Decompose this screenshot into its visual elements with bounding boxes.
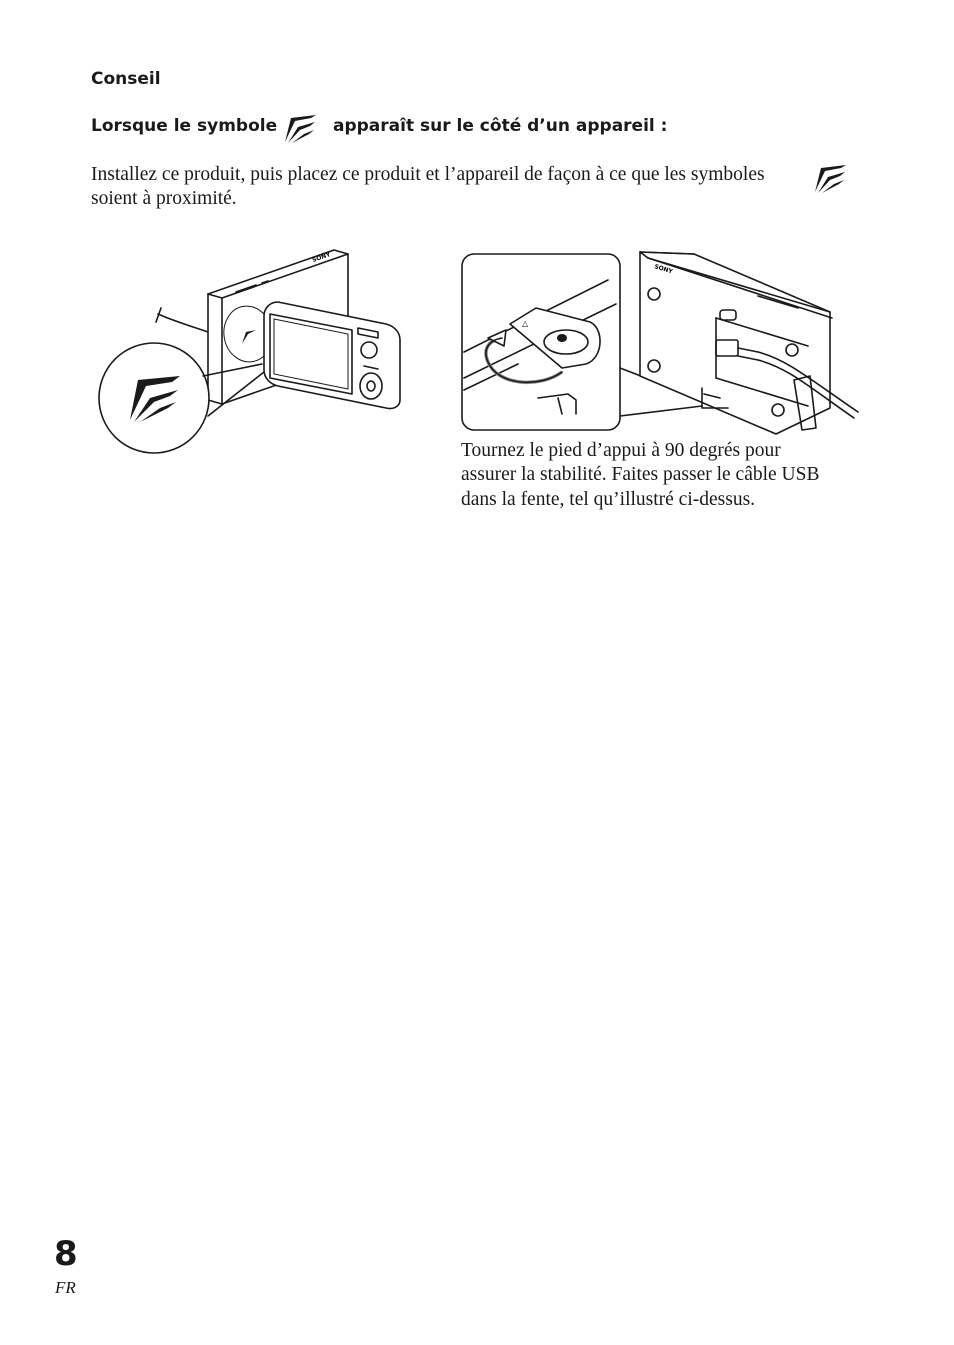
camera-body bbox=[264, 302, 400, 409]
nfc-mark-icon bbox=[283, 112, 317, 144]
product-cable bbox=[158, 314, 208, 332]
page-language: FR bbox=[55, 1278, 76, 1297]
caption-line-2: assurer la stabilité. Faites passer le câble USB bbox=[461, 464, 820, 485]
caption-line-1: Tournez le pied d’appui à 90 degrés pour bbox=[461, 440, 781, 461]
nfc-mark-icon bbox=[812, 162, 848, 194]
body-text-line-2: soient à proximité. bbox=[91, 188, 237, 209]
caption-line-3: dans la fente, tel qu’illustré ci-dessus. bbox=[461, 489, 756, 510]
page-number: 8 bbox=[54, 1234, 78, 1274]
tip-heading: Conseil bbox=[91, 69, 161, 89]
svg-text:△: △ bbox=[522, 319, 529, 328]
camera-touch-illustration bbox=[96, 246, 418, 460]
product-back-brand: SONY bbox=[653, 263, 674, 276]
subheading-suffix: apparaît sur le côté d’un appareil : bbox=[333, 116, 668, 136]
body-text-line-1: Installez ce produit, puis placez ce produit et l’appareil de façon à ce que les symboles bbox=[91, 164, 765, 185]
stand-and-cable-illustration bbox=[458, 248, 862, 436]
product-brand: SONY bbox=[311, 251, 332, 264]
product-back-body bbox=[640, 252, 830, 434]
subheading-prefix: Lorsque le symbole bbox=[91, 116, 278, 136]
